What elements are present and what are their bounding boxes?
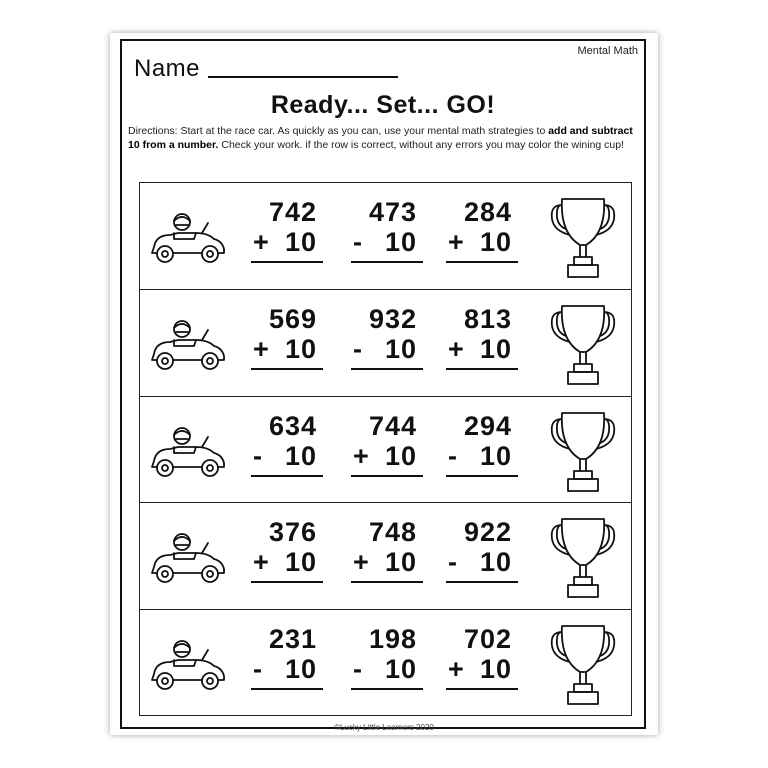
answer-line[interactable] (351, 688, 423, 690)
problem-top-number: 634 (268, 410, 317, 441)
problem-operator: - (253, 654, 262, 685)
problem-operator: - (353, 333, 362, 364)
problem-bottom-number: 10 (284, 440, 317, 471)
math-problem (440, 193, 518, 269)
answer-line[interactable] (251, 688, 323, 690)
problem-row (140, 397, 631, 504)
directions-part2: Check your work. if the row is correct, without any errors you may color the wining cup! (218, 139, 625, 151)
problem-bottom-number: 10 (479, 440, 512, 471)
answer-line[interactable] (251, 261, 323, 263)
math-problem (245, 620, 323, 696)
math-problem (440, 620, 518, 696)
problem-top-number: 922 (463, 517, 512, 548)
problem-bottom-number: 10 (384, 440, 417, 471)
answer-line[interactable] (251, 368, 323, 370)
problem-operator: - (353, 227, 362, 257)
math-problem (345, 300, 423, 376)
problem-bottom-number: 10 (479, 333, 512, 364)
race-car-icon (148, 209, 228, 265)
problem-top-number: 569 (268, 303, 317, 334)
problem-rows (139, 182, 632, 716)
trophy-cup-icon[interactable] (548, 620, 618, 708)
problem-top-number: 702 (463, 624, 512, 655)
answer-line[interactable] (446, 581, 518, 583)
directions-text (128, 124, 638, 152)
math-problem (245, 513, 323, 589)
problem-operator: + (448, 654, 464, 685)
problem-operator: - (448, 440, 457, 471)
problem-row (140, 503, 631, 610)
answer-line[interactable] (351, 581, 423, 583)
problem-bottom-number: 10 (384, 654, 417, 685)
race-car-icon (148, 423, 228, 479)
answer-line[interactable] (351, 261, 423, 263)
trophy-cup-icon[interactable] (548, 407, 618, 495)
problem-bottom-number: 10 (479, 547, 512, 578)
problem-row (140, 290, 631, 397)
problem-operator: + (448, 227, 464, 257)
answer-line[interactable] (251, 475, 323, 477)
math-problem (345, 193, 423, 269)
answer-line[interactable] (351, 475, 423, 477)
math-problem (440, 513, 518, 589)
answer-line[interactable] (446, 475, 518, 477)
math-problem (440, 407, 518, 483)
problem-operator: - (448, 547, 457, 578)
problem-top-number: 748 (368, 517, 417, 548)
name-field (134, 55, 398, 83)
problem-top-number: 813 (463, 303, 512, 334)
problem-top-number: 376 (268, 517, 317, 548)
problem-bottom-number: 10 (384, 547, 417, 578)
subject-label: Mental Math (577, 45, 638, 57)
name-write-line[interactable] (208, 76, 398, 78)
problem-bottom-number: 10 (284, 227, 317, 257)
answer-line[interactable] (446, 368, 518, 370)
page-title: Ready... Set... GO! (270, 91, 496, 119)
worksheet-page (110, 33, 658, 735)
problem-bottom-number: 10 (284, 333, 317, 364)
problem-top-number: 744 (368, 410, 417, 441)
problem-bottom-number: 10 (384, 333, 417, 364)
race-car-icon (148, 636, 228, 692)
problem-top-number: 198 (368, 624, 417, 655)
problem-top-number: 742 (268, 197, 317, 227)
problem-bottom-number: 10 (479, 227, 512, 257)
answer-line[interactable] (446, 688, 518, 690)
problem-operator: + (253, 333, 269, 364)
problem-top-number: 294 (463, 410, 512, 441)
problem-top-number: 231 (268, 624, 317, 655)
problem-top-number: 932 (368, 303, 417, 334)
math-problem (440, 300, 518, 376)
problem-operator: + (253, 227, 269, 257)
math-problem (245, 193, 323, 269)
worksheet-frame (120, 39, 646, 729)
problem-row (140, 610, 631, 717)
trophy-cup-icon[interactable] (548, 513, 618, 601)
problem-operator: - (353, 654, 362, 685)
problem-top-number: 284 (463, 197, 512, 227)
problem-operator: + (448, 333, 464, 364)
problem-bottom-number: 10 (384, 227, 417, 257)
trophy-cup-icon[interactable] (548, 300, 618, 388)
directions-part1: Directions: Start at the race car. As quickly as you can, use your mental math strategies to (128, 125, 549, 137)
problem-top-number: 473 (368, 197, 417, 227)
math-problem (345, 620, 423, 696)
answer-line[interactable] (351, 368, 423, 370)
math-problem (345, 513, 423, 589)
answer-line[interactable] (446, 261, 518, 263)
race-car-icon (148, 529, 228, 585)
problem-bottom-number: 10 (284, 547, 317, 578)
copyright-footer: ©Lucky Little Learners 2020 (334, 723, 434, 732)
race-car-icon (148, 316, 228, 372)
problem-bottom-number: 10 (284, 654, 317, 685)
math-problem (245, 300, 323, 376)
problem-bottom-number: 10 (479, 654, 512, 685)
directions-bold: add and subtract 10 from a number. (128, 125, 633, 151)
math-problem (245, 407, 323, 483)
problem-operator: + (253, 547, 269, 578)
name-label: Name (134, 55, 201, 82)
math-problem (345, 407, 423, 483)
problem-row (140, 183, 631, 290)
problem-operator: - (253, 440, 262, 471)
trophy-cup-icon[interactable] (548, 193, 618, 281)
answer-line[interactable] (251, 581, 323, 583)
problem-operator: + (353, 547, 369, 578)
problem-operator: + (353, 440, 369, 471)
